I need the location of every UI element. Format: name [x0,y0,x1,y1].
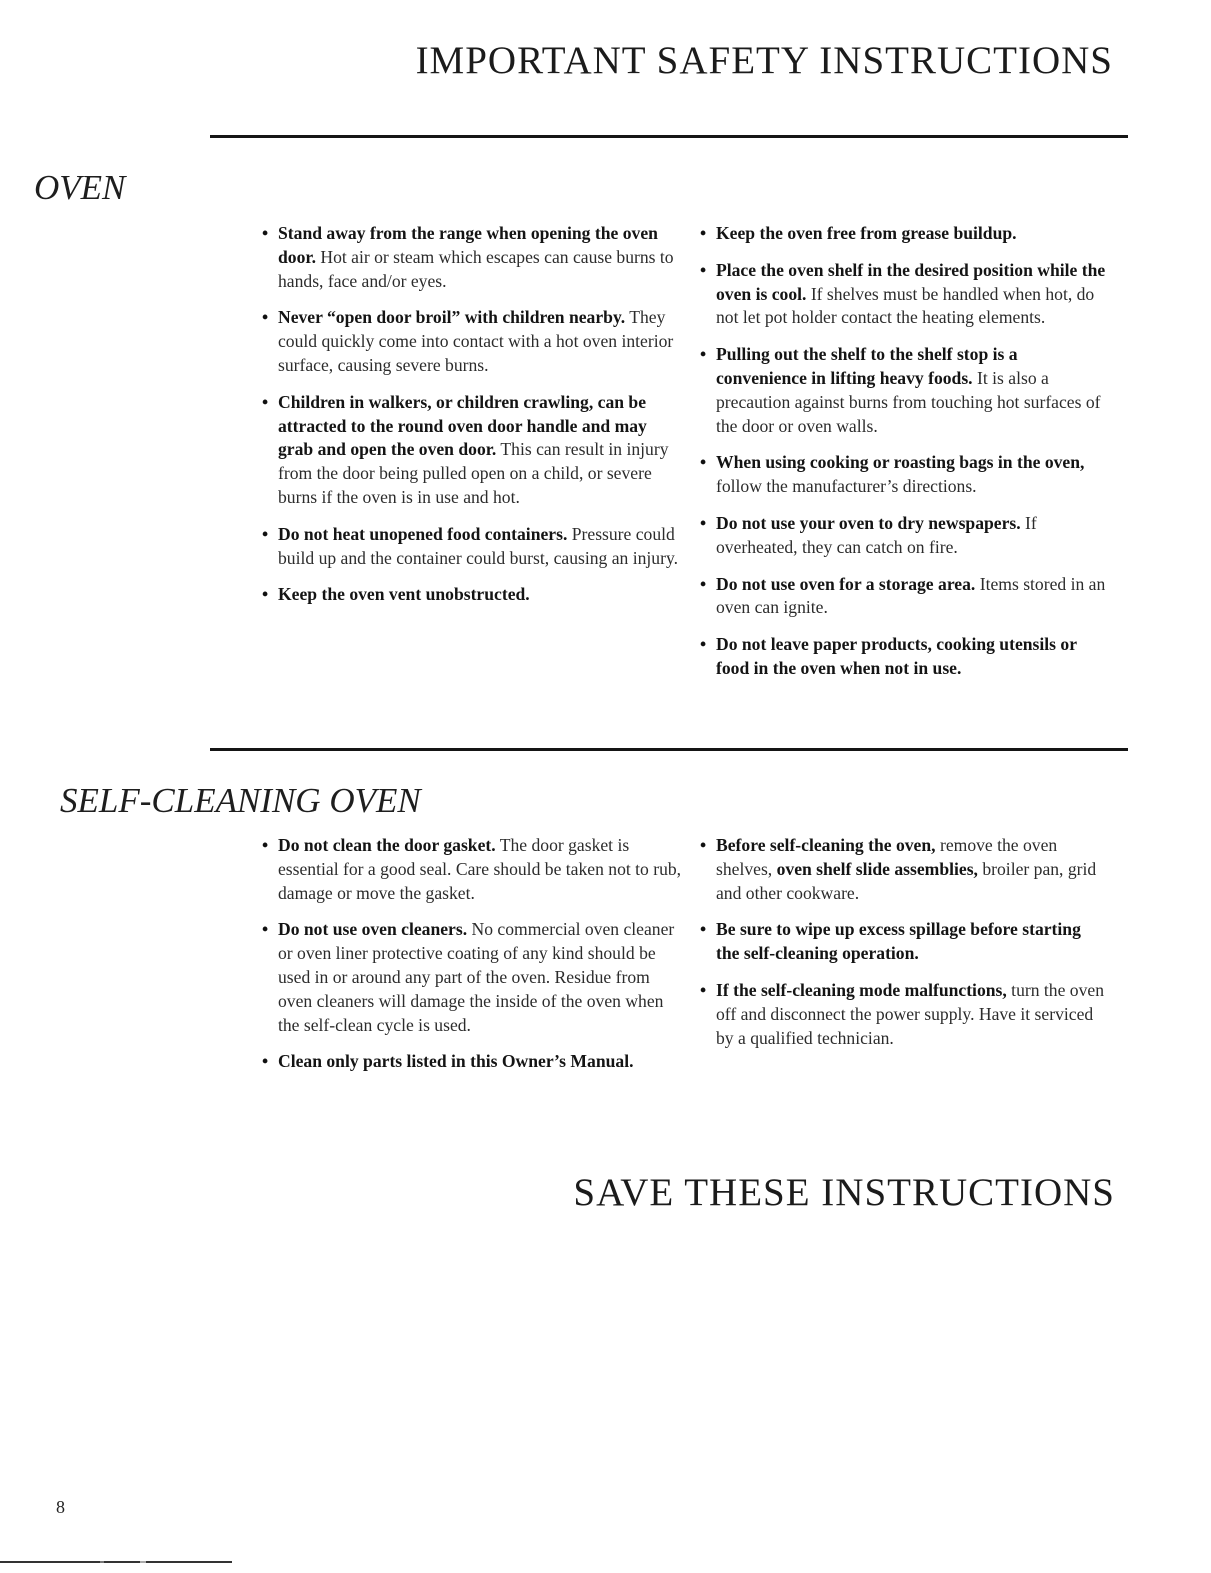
section-heading-self-cleaning: SELF-CLEANING OVEN [60,781,421,820]
list-item: • Place the oven shelf in the desired position while the oven is cool. If shelves must be handled when hot, do not let pot holder contact the heating elements. [700,259,1106,328]
bullet-icon: • [262,307,269,328]
list-item: • Before self-cleaning the oven, remove the oven shelves, oven shelf slide assemblies, broiler pan, grid and other cookware. [700,835,1097,903]
footer-scan-line [0,1561,232,1563]
list-item: • Do not heat unopened food containers. Pressure could build up and the container could burst, causing an injury. [262,523,678,568]
section-divider-middle [210,748,1128,751]
bullet-icon: • [262,919,269,940]
list-item: • Never “open door broil” with children nearby. They could quickly come into contact with a hot oven interior surface, causing severe burns. [262,307,674,375]
self-cleaning-right-column [696,834,1108,1063]
bullet-icon: • [700,259,707,280]
list-item: • If the self-cleaning mode malfunctions, turn the oven off and disconnect the power supply. Have it serviced by a qualified technician. [700,979,1105,1048]
oven-left-column [258,222,683,620]
oven-right-column [696,222,1108,694]
bullet-icon: • [700,979,707,1000]
list-item: • Do not use oven for a storage area. Items stored in an oven can ignite. [700,573,1106,618]
list-item: • Children in walkers, or children crawling, can be attracted to the round oven door handle and may grab and open the oven door. This can result in injury from the door being pulled open on a child, or severe burns if the oven is in use and hot. [262,391,669,507]
list-item: • Do not use your oven to dry newspapers. If overheated, they can catch on fire. [700,512,1037,557]
bullet-icon: • [262,223,269,243]
list-item: • Do not use oven cleaners. No commercial oven cleaner or oven liner protective coating of any kind should be used in or around any part of the oven. Residue from oven cleaners will damage the inside of the oven when the self-clean cycle is used. [262,919,675,1035]
list-item: • Do not leave paper products, cooking utensils or food in the oven when not in use. [700,634,1077,678]
list-item: • Keep the oven vent unobstructed. [258,583,683,607]
list-item: • Pulling out the shelf to the shelf stop is a convenience in lifting heavy foods. It is also a precaution against burns from touching hot surfaces of the door or oven walls. [700,344,1101,436]
bullet-icon: • [262,523,269,544]
bullet-icon: • [262,835,269,855]
list-item: • Keep the oven free from grease buildup. [696,222,1108,246]
bullet-icon: • [700,634,707,655]
section-divider-top [210,135,1128,138]
bullet-icon: • [700,452,707,473]
bullet-icon: • [262,391,269,412]
bullet-icon: • [700,835,707,855]
bullet-icon: • [700,344,707,365]
bullet-icon: • [262,584,269,605]
save-instructions-heading: SAVE THESE INSTRUCTIONS [573,1171,1115,1214]
list-item: • Do not clean the door gasket. The door gasket is essential for a good seal. Care should be taken not to rub, damage or move the gasket. [262,835,682,903]
bullet-icon: • [262,1051,269,1072]
list-item: • Clean only parts listed in this Owner’s Manual. [258,1050,683,1074]
list-item: • When using cooking or roasting bags in the oven, follow the manufacturer’s directions. [700,452,1085,497]
bullet-icon: • [700,573,707,594]
self-cleaning-left-column [258,834,683,1087]
bullet-icon: • [700,512,707,533]
bullet-icon: • [700,223,707,243]
list-item: • Stand away from the range when opening the oven door. Hot air or steam which escapes can cause burns to hands, face and/or eyes. [262,223,674,291]
page-title: IMPORTANT SAFETY INSTRUCTIONS [415,39,1113,82]
page-number: 8 [56,1497,65,1517]
list-item: • Be sure to wipe up excess spillage before starting the self-cleaning operation. [700,919,1081,964]
bullet-icon: • [700,919,707,940]
section-heading-oven: OVEN [34,168,126,207]
